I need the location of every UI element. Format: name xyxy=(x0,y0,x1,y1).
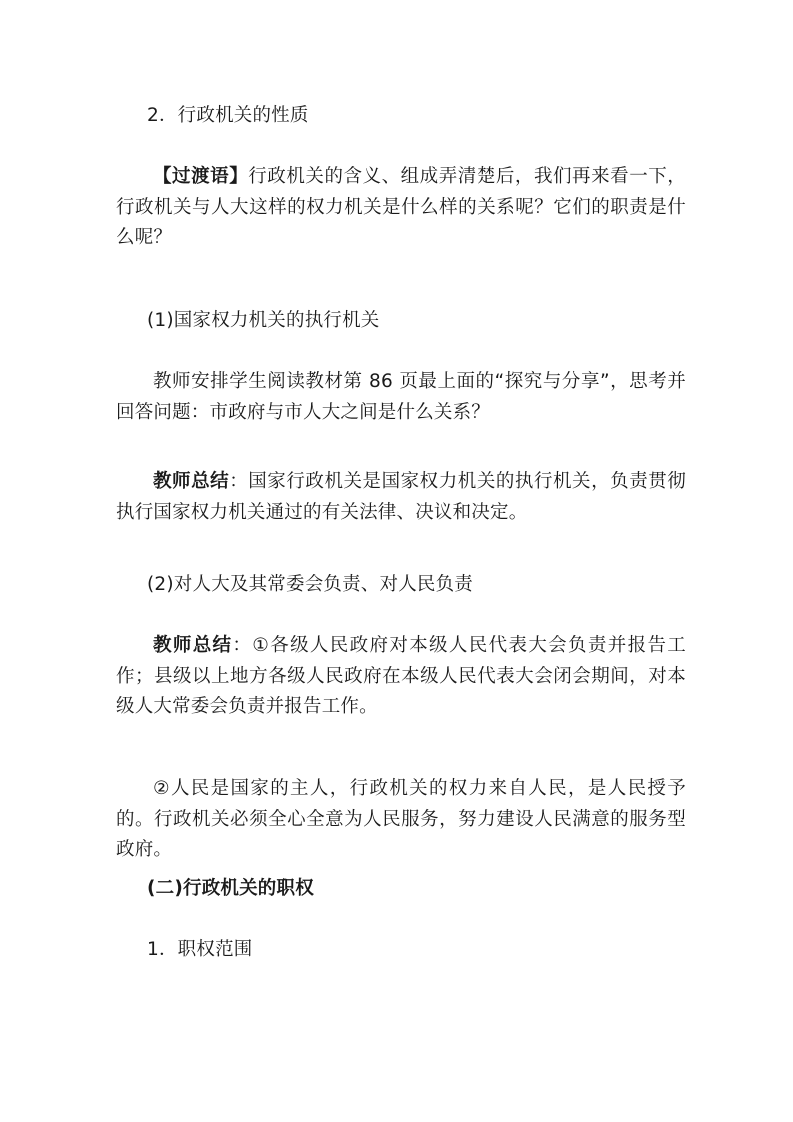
teacher-summary-1 xyxy=(116,467,686,528)
summary-2-lead: 教师总结 xyxy=(153,635,233,656)
subheading-scope-of-powers: 1．职权范围 xyxy=(147,939,253,960)
point-2-paragraph: ②人民是国家的主人，行政机关的权力来自人民，是人民授予的。行政机关必须全心全意为人民服务，努力建设人民满意的服务型政府。 xyxy=(116,778,686,860)
transition-paragraph xyxy=(116,162,686,254)
transition-text: 行政机关的含义、组成弄清楚后，我们再来看一下，行政机关与人大这样的权力机关是什么样的关系呢？它们的职责是什么呢？ xyxy=(116,166,686,248)
transition-lead: 【过渡语】 xyxy=(153,166,249,187)
teacher-summary-2 xyxy=(116,631,686,723)
activity-paragraph: 教师安排学生阅读教材第 86 页最上面的“探究与分享”，思考并回答问题：市政府与市人大之间是什么关系？ xyxy=(116,371,686,423)
section-heading-nature: 2．行政机关的性质 xyxy=(147,105,309,126)
subheading-executive-organ: (1)国家权力机关的执行机关 xyxy=(147,310,380,331)
section-heading-powers: (二)行政机关的职权 xyxy=(147,878,314,899)
summary-2-text: ：①各级人民政府对本级人民代表大会负责并报告工作；县级以上地方各级人民政府在本级人民代表大会闭会期间，对本级人大常委会负责并报告工作。 xyxy=(116,635,686,717)
subheading-responsibility: (2)对人大及其常委会负责、对人民负责 xyxy=(147,574,474,595)
summary-1-lead: 教师总结 xyxy=(153,471,230,492)
summary-1-text: ：国家行政机关是国家权力机关的执行机关，负责贯彻执行国家权力机关通过的有关法律、决议和决定。 xyxy=(116,471,686,523)
